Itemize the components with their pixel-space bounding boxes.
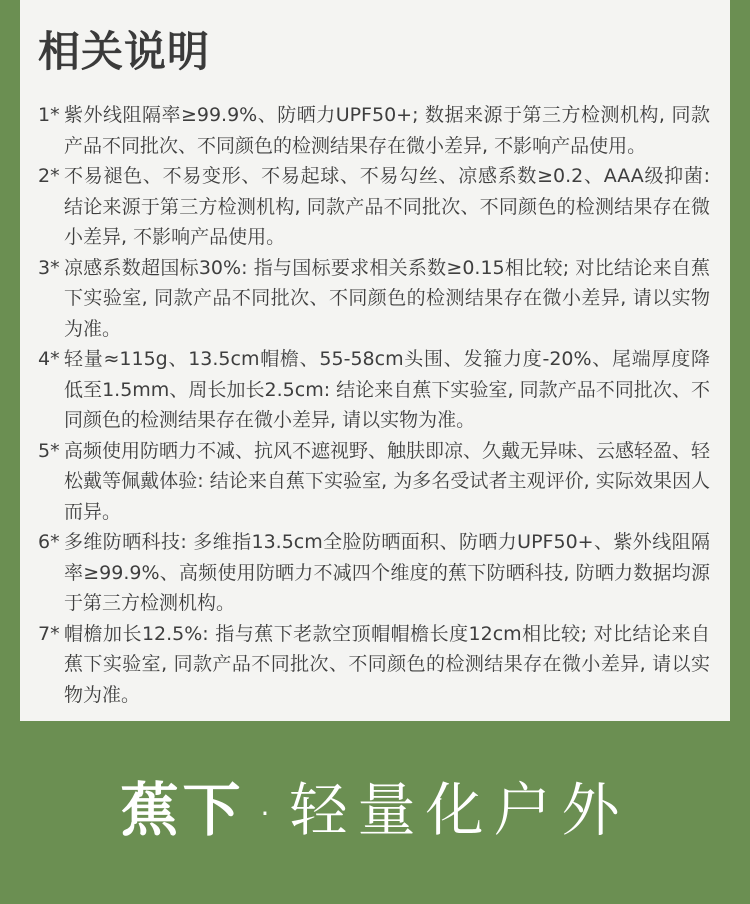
note-text: 多维防晒科技: 多维指13.5cm全脸防晒面积、防晒力UPF50+、紫外线阻隔率≥99.9%、高频使用防晒力不减四个维度的蕉下防晒科技, 防晒力数据均源于第三方检测机构。: [64, 531, 710, 614]
notes-card: [20, 0, 730, 721]
note-text: 紫外线阻隔率≥99.9%、防晒力UPF50+; 数据来源于第三方检测机构, 同款产品不同批次、不同颜色的检测结果存在微小差异, 不影响产品使用。: [64, 104, 710, 157]
note-text: 高频使用防晒力不减、抗风不遮视野、触肤即凉、久戴无异味、云感轻盈、轻松戴等佩戴体验: 结论来自蕉下实验室, 为多名受试者主观评价, 实际效果因人而异。: [64, 439, 711, 523]
note-item: [38, 527, 710, 619]
note-number: 7*: [38, 622, 60, 645]
note-number: 3*: [38, 256, 60, 279]
note-number: 2*: [38, 165, 60, 187]
note-number: 5*: [38, 439, 60, 462]
note-number: 1*: [38, 104, 60, 126]
page-title: 相关说明: [38, 27, 211, 76]
note-item: [38, 161, 710, 253]
note-text: 轻量≈115g、13.5cm帽檐、55-58cm头围、发箍力度-20%、尾端厚度降低至1.5mm、周长加长2.5cm: 结论来自蕉下实验室, 同款产品不同批次、不同颜色的检测结果存在微小差异, 请以实物为准。: [64, 348, 710, 431]
note-text: 帽檐加长12.5%: 指与蕉下老款空顶帽帽檐长度12cm相比较; 对比结论来自蕉下实验室, 同款产品不同批次、不同颜色的检测结果存在微小差异, 请以实物为准。: [64, 622, 710, 706]
notes-list: [38, 100, 710, 710]
note-item: [38, 253, 710, 345]
note-item: [38, 344, 710, 436]
brand-name: 蕉下: [120, 776, 245, 844]
note-item: [38, 436, 710, 528]
note-item: [38, 619, 710, 711]
note-number: 4*: [38, 348, 60, 370]
slogan-separator: ·: [260, 797, 274, 830]
slogan-tagline: 轻量化户外: [289, 776, 630, 844]
brand-slogan: [0, 770, 750, 850]
note-text: 不易褪色、不易变形、不易起球、不易勾丝、凉感系数≥0.2、AAA级抑菌: 结论来源于第三方检测机构, 同款产品不同批次、不同颜色的检测结果存在微小差异, 不影响产品使用。: [64, 165, 710, 248]
note-number: 6*: [38, 531, 60, 553]
note-item: [38, 100, 710, 161]
note-text: 凉感系数超国标30%: 指与国标要求相关系数≥0.15相比较; 对比结论来自蕉下实验室, 同款产品不同批次、不同颜色的检测结果存在微小差异, 请以实物为准。: [64, 256, 710, 340]
